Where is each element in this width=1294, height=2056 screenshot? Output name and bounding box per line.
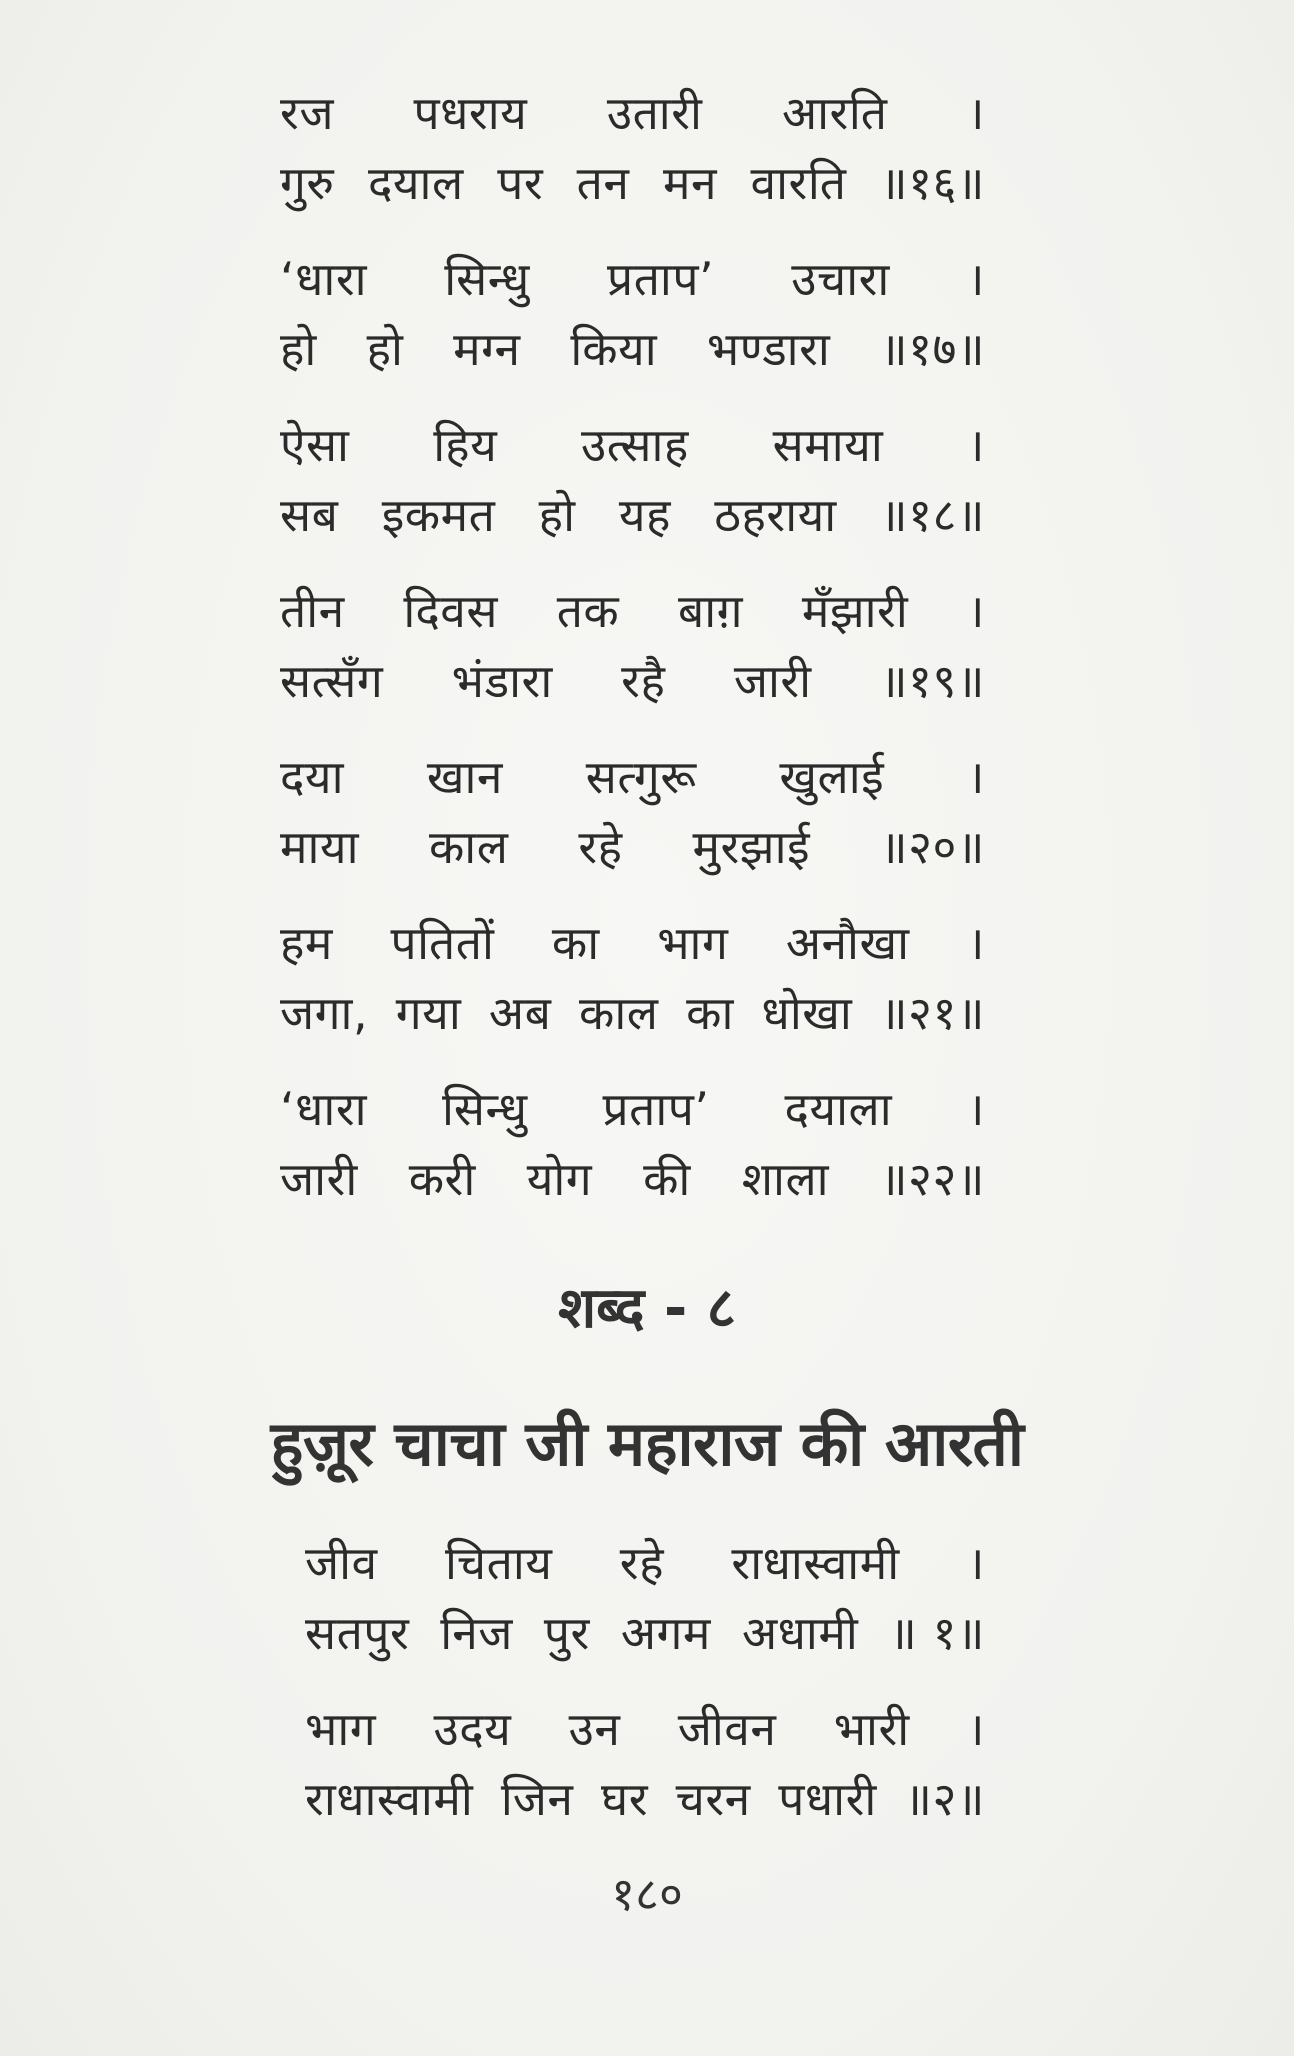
line-end-mark: । xyxy=(967,916,985,970)
line-end-mark: । xyxy=(967,1536,985,1590)
verse-line xyxy=(280,812,985,882)
verse-word: करी xyxy=(408,1152,476,1206)
verse-word: उन xyxy=(568,1702,621,1756)
verse-word: आरति xyxy=(782,86,888,140)
line-end-mark: । xyxy=(967,86,985,140)
verse-word: तन xyxy=(576,156,630,210)
verse-number: ॥२॥ xyxy=(904,1772,985,1826)
verse-word: उत्साह xyxy=(581,418,689,472)
verse-word: की xyxy=(643,1152,691,1206)
verse-word: जगा, xyxy=(280,986,369,1040)
verse-line xyxy=(280,148,985,218)
line-end-mark: । xyxy=(967,750,985,804)
stanza-20 xyxy=(280,742,985,882)
verse-word: सिन्धु xyxy=(442,1082,528,1136)
verse-word: दयाला xyxy=(784,1082,893,1136)
verse-line xyxy=(280,78,985,148)
verse-word: सत्गुरू xyxy=(585,750,697,804)
verse-word: मुरझाई xyxy=(692,820,811,874)
verse-word: रहे xyxy=(619,1536,665,1590)
verse-word: सिन्धु xyxy=(444,252,530,306)
verse-word: का xyxy=(551,916,600,970)
verse-word: ‘धारा xyxy=(280,1082,368,1136)
verse-word: तीन xyxy=(280,584,345,638)
verse-word: भाग xyxy=(657,916,729,970)
shabd-heading: शब्द - ८ xyxy=(558,1276,736,1341)
verse-word: भारी xyxy=(833,1702,910,1756)
verse-word: हम xyxy=(280,916,333,970)
verse-line xyxy=(280,314,985,384)
verse-line xyxy=(280,244,985,314)
verse-word: धोखा xyxy=(761,986,853,1040)
verse-line xyxy=(280,1074,985,1144)
verse-word: मग्न xyxy=(453,322,521,376)
verse-word: दया xyxy=(280,750,345,804)
verse-word: बाग़ xyxy=(678,584,744,638)
verse-word: यह xyxy=(618,488,671,542)
verse-line xyxy=(280,1144,985,1214)
verse-word: राधास्वामी xyxy=(731,1536,900,1590)
verse-word: हिय xyxy=(433,418,498,472)
verse-word: गया xyxy=(395,986,462,1040)
verse-word: काल xyxy=(428,820,509,874)
verse-number: ॥२१॥ xyxy=(879,986,985,1040)
verse-block-continued xyxy=(280,78,985,1240)
verse-line xyxy=(305,1598,985,1668)
verse-word: वारति xyxy=(750,156,847,210)
verse-word: हो xyxy=(280,322,317,376)
verse-word: ठहराया xyxy=(714,488,837,542)
stanza-21 xyxy=(280,908,985,1048)
line-end-mark: । xyxy=(967,1082,985,1136)
verse-word: उदय xyxy=(433,1702,512,1756)
verse-word: पधारी xyxy=(778,1772,877,1826)
verse-word: उचारा xyxy=(791,252,890,306)
verse-line xyxy=(280,480,985,550)
verse-word: दिवस xyxy=(403,584,498,638)
verse-word: किया xyxy=(570,322,658,376)
verse-word: पुर xyxy=(543,1606,590,1660)
stanza-arti-1 xyxy=(305,1528,985,1668)
verse-word: भण्डारा xyxy=(706,322,831,376)
line-end-mark: । xyxy=(967,584,985,638)
verse-word: प्रताप’ xyxy=(602,1082,710,1136)
verse-word: मँझारी xyxy=(801,584,909,638)
verse-number: ॥२२॥ xyxy=(880,1152,985,1206)
verse-word: गुरु xyxy=(280,156,335,210)
verse-word: खुलाई xyxy=(779,750,885,804)
verse-word: अब xyxy=(488,986,552,1040)
verse-word: रहै xyxy=(621,654,666,708)
verse-word: तक xyxy=(556,584,620,638)
verse-word: प्रताप’ xyxy=(607,252,715,306)
arti-title: हुज़ूर चाचा जी महाराज की आरती xyxy=(270,1407,1024,1480)
verse-word: इकमत xyxy=(381,488,496,542)
verse-block-arti xyxy=(305,1528,985,1860)
verse-line xyxy=(280,908,985,978)
verse-word: मन xyxy=(662,156,717,210)
verse-number: ॥१९॥ xyxy=(880,654,985,708)
verse-word: सतपुर xyxy=(305,1606,410,1660)
verse-word: जिन xyxy=(500,1772,574,1826)
verse-word: खान xyxy=(426,750,503,804)
verse-word: रज xyxy=(280,86,334,140)
stanza-16 xyxy=(280,78,985,218)
verse-word: योग xyxy=(526,1152,593,1206)
verse-word: भंडारा xyxy=(451,654,553,708)
verse-word: अधामी xyxy=(741,1606,859,1660)
verse-word: भाग xyxy=(305,1702,377,1756)
verse-line xyxy=(305,1764,985,1834)
verse-word: चिताय xyxy=(444,1536,553,1590)
verse-word: जीव xyxy=(305,1536,378,1590)
stanza-17 xyxy=(280,244,985,384)
verse-word: पर xyxy=(497,156,544,210)
stanza-18 xyxy=(280,410,985,550)
verse-line xyxy=(305,1528,985,1598)
verse-word: जारी xyxy=(733,654,812,708)
line-end-mark: । xyxy=(967,1702,985,1756)
verse-number: ॥१६॥ xyxy=(880,156,985,210)
verse-word: राधास्वामी xyxy=(305,1772,474,1826)
verse-word: पतितों xyxy=(390,916,495,970)
verse-word: जीवन xyxy=(677,1702,777,1756)
verse-number: ॥१८॥ xyxy=(880,488,985,542)
verse-word: रहे xyxy=(578,820,623,874)
verse-word: जारी xyxy=(280,1152,358,1206)
verse-word: शाला xyxy=(741,1152,830,1206)
stanza-arti-2 xyxy=(305,1694,985,1834)
verse-word: अगम xyxy=(620,1606,711,1660)
verse-word: हो xyxy=(538,488,576,542)
verse-line xyxy=(280,646,985,716)
verse-word: घर xyxy=(601,1772,649,1826)
verse-line xyxy=(280,410,985,480)
page-number: १८० xyxy=(611,1867,683,1921)
verse-word: माया xyxy=(280,820,360,874)
verse-word: समाया xyxy=(772,418,884,472)
verse-line xyxy=(280,576,985,646)
verse-line xyxy=(280,978,985,1048)
verse-word: दयाल xyxy=(367,156,464,210)
verse-word: सत्सँग xyxy=(280,654,384,708)
verse-number: ॥ १॥ xyxy=(889,1606,985,1660)
verse-word: सब xyxy=(280,488,339,542)
verse-word: हो xyxy=(366,322,404,376)
stanza-22 xyxy=(280,1074,985,1214)
verse-word: का xyxy=(686,986,734,1040)
line-end-mark: । xyxy=(967,418,985,472)
verse-word: निज xyxy=(440,1606,513,1660)
verse-line xyxy=(305,1694,985,1764)
verse-word: काल xyxy=(579,986,659,1040)
verse-word: चरन xyxy=(675,1772,751,1826)
verse-word: ऐसा xyxy=(280,418,350,472)
line-end-mark: । xyxy=(967,252,985,306)
verse-line xyxy=(280,742,985,812)
verse-word: ‘धारा xyxy=(280,252,368,306)
verse-word: पधराय xyxy=(413,86,528,140)
verse-word: अनौखा xyxy=(785,916,910,970)
stanza-19 xyxy=(280,576,985,716)
verse-number: ॥२०॥ xyxy=(880,820,985,874)
verse-word: उतारी xyxy=(606,86,703,140)
verse-number: ॥१७॥ xyxy=(880,322,985,376)
